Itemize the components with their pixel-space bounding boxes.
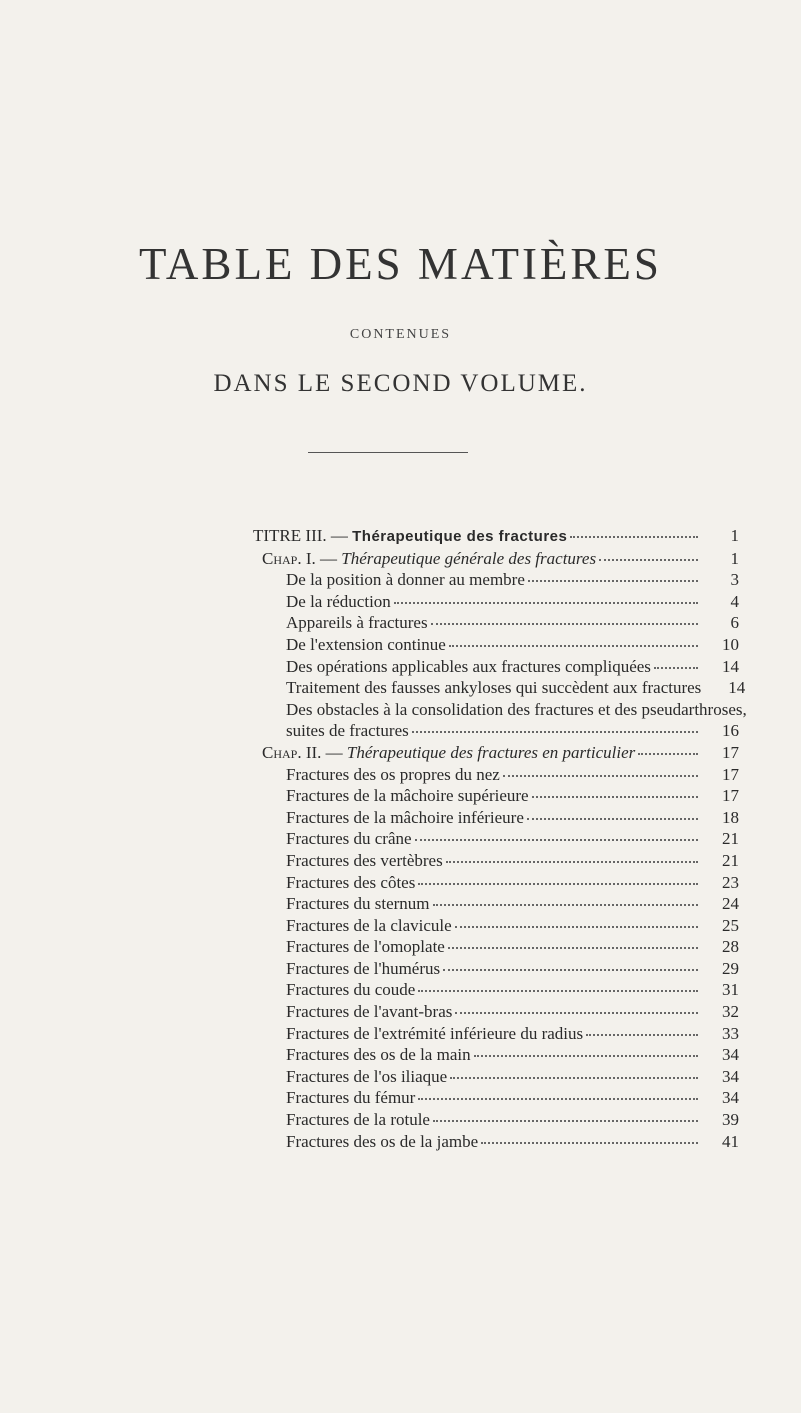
- toc-entry-label: De l'extension continue: [286, 634, 446, 654]
- leader-dots: [433, 904, 698, 906]
- toc-entry-label: Fractures du fémur: [286, 1088, 416, 1108]
- toc-entry: [0, 1066, 801, 1088]
- toc-entry: [0, 612, 801, 634]
- toc-entry: [0, 915, 801, 937]
- toc-entry: [0, 828, 801, 850]
- toc-page-number: 34: [722, 1088, 739, 1108]
- toc-page-number: 17: [722, 786, 739, 806]
- leader-dots: [503, 775, 698, 777]
- toc-page-number: 1: [730, 548, 739, 568]
- toc-entry: [0, 958, 801, 980]
- toc-entry: [0, 569, 801, 591]
- toc-entry-label: Fractures du coude: [286, 980, 416, 1000]
- toc-entry: [0, 872, 801, 894]
- toc-entry-label: Traitement des fausses ankyloses qui succèdent aux fractures: [286, 678, 702, 698]
- leader-dots: [570, 536, 698, 538]
- toc-entry-label: Fractures des os de la main: [286, 1045, 471, 1065]
- leader-dots: [638, 753, 698, 755]
- leader-dots: [474, 1055, 698, 1057]
- toc-entry: [0, 634, 801, 656]
- toc-page-number: 41: [722, 1131, 739, 1151]
- toc-entry-label: Fractures des côtes: [286, 872, 416, 892]
- page-title: TABLE DES MATIÈRES: [139, 239, 662, 289]
- toc-page-number: 10: [722, 634, 739, 654]
- leader-dots: [418, 883, 698, 885]
- toc-entry: [0, 785, 801, 807]
- subtitle-contenues: CONTENUES: [349, 327, 452, 342]
- toc-page-number: 39: [722, 1110, 739, 1130]
- toc-entry: [0, 656, 801, 678]
- toc-page-number: 23: [722, 872, 739, 892]
- toc-titre-label: Thérapeutique des fractures: [352, 528, 568, 545]
- toc-entry-label: Fractures des os propres du nez: [286, 764, 500, 784]
- toc-page-number: 32: [722, 1002, 739, 1022]
- leader-dots: [433, 1120, 698, 1122]
- toc-entry-label-line1: Des obstacles à la consolidation des fractures et des pseudarthroses,: [286, 699, 747, 719]
- toc-page-number: 28: [722, 937, 739, 957]
- toc-entry: [0, 677, 801, 699]
- toc-entry-label: Fractures de la mâchoire inférieure: [286, 807, 524, 827]
- leader-dots: [481, 1142, 698, 1144]
- toc-entry-chap2: [0, 742, 801, 764]
- toc-entry-label: Fractures de la clavicule: [286, 915, 452, 935]
- toc-entry-label: Fractures de l'os iliaque: [286, 1066, 448, 1086]
- leader-dots: [431, 623, 698, 625]
- leader-dots: [450, 1077, 698, 1079]
- toc-page-number: 21: [722, 829, 739, 849]
- toc-entry-titre: [0, 525, 801, 548]
- toc-entry: [0, 936, 801, 958]
- toc-entry: [0, 893, 801, 915]
- toc-entry-label: Fractures de l'humérus: [286, 958, 441, 978]
- leader-dots: [599, 559, 698, 561]
- toc-entry-label: Fractures du sternum: [286, 894, 430, 914]
- leader-dots: [412, 731, 698, 733]
- leader-dots: [443, 969, 698, 971]
- toc-page-number: 31: [722, 980, 739, 1000]
- leader-dots: [455, 1012, 698, 1014]
- table-of-contents: [0, 525, 801, 1152]
- toc-entry: [0, 1044, 801, 1066]
- toc-entry: [0, 591, 801, 613]
- toc-page-number: 16: [722, 721, 739, 741]
- toc-entry: [0, 764, 801, 786]
- toc-entry-label: Fractures de l'omoplate: [286, 937, 445, 957]
- toc-page-number: 34: [722, 1045, 739, 1065]
- toc-entry-obstacles: [0, 699, 801, 742]
- toc-entry: [0, 1023, 801, 1045]
- toc-page-number: 18: [722, 807, 739, 827]
- toc-entry: [0, 1087, 801, 1109]
- toc-entry-label: De la position à donner au membre: [286, 570, 525, 590]
- toc-entry-label: Fractures de l'extrémité inférieure du radius: [286, 1023, 584, 1043]
- toc-entry-label: Fractures de l'avant-bras: [286, 1002, 453, 1022]
- toc-titre-prefix: TITRE III. —: [253, 526, 353, 545]
- toc-page-number: 14: [728, 678, 746, 698]
- toc-entry: [0, 1109, 801, 1131]
- toc-chap1-label: Thérapeutique générale des fractures: [341, 548, 597, 568]
- leader-dots: [528, 580, 698, 582]
- toc-entry: [0, 1001, 801, 1023]
- toc-page-number: 14: [722, 656, 739, 676]
- leader-dots: [527, 818, 698, 820]
- leader-dots: [394, 602, 698, 604]
- leader-dots: [449, 645, 698, 647]
- toc-page-number: 1: [730, 526, 739, 545]
- subtitle-second-volume: DANS LE SECOND VOLUME.: [213, 370, 588, 397]
- toc-page-number: 4: [730, 591, 739, 611]
- toc-page-number: 6: [730, 613, 739, 633]
- toc-entry: [0, 807, 801, 829]
- leader-dots: [532, 796, 698, 798]
- toc-entry: [0, 850, 801, 872]
- toc-chap2-label: Thérapeutique des fractures en particulier: [346, 742, 636, 762]
- toc-entry-label: Fractures de la rotule: [286, 1110, 430, 1130]
- toc-chap1-prefix: Chap. I. —: [262, 548, 342, 568]
- toc-page-number: 33: [722, 1023, 739, 1043]
- toc-page-number: 17: [722, 742, 739, 762]
- divider-rule: [308, 452, 468, 453]
- leader-dots: [418, 1098, 698, 1100]
- toc-entry-label: Fractures du crâne: [286, 829, 412, 849]
- leader-dots: [654, 667, 698, 669]
- toc-entry: [0, 979, 801, 1001]
- toc-entry-label-line2: suites de fractures: [286, 721, 409, 741]
- toc-entry: [0, 1131, 801, 1153]
- leader-dots: [448, 947, 698, 949]
- toc-entry-label: Fractures des vertèbres: [286, 850, 443, 870]
- toc-page-number: 29: [722, 958, 739, 978]
- toc-entry-label: Appareils à fractures: [286, 613, 428, 633]
- leader-dots: [415, 839, 698, 841]
- toc-page-number: 24: [722, 894, 739, 914]
- leader-dots: [586, 1034, 698, 1036]
- toc-entry-chap1: [0, 548, 801, 570]
- toc-entry-label: Fractures des os de la jambe: [286, 1131, 479, 1151]
- toc-page-number: 25: [722, 915, 739, 935]
- toc-chap2-prefix: Chap. II. —: [262, 742, 347, 762]
- leader-dots: [455, 926, 698, 928]
- toc-page-number: 17: [722, 764, 739, 784]
- toc-page-number: 21: [722, 850, 739, 870]
- toc-entry-label: Des opérations applicables aux fractures compliquées: [286, 656, 651, 676]
- leader-dots: [446, 861, 698, 863]
- toc-page-number: 34: [722, 1066, 739, 1086]
- toc-entry-label: De la réduction: [286, 591, 391, 611]
- leader-dots: [418, 990, 698, 992]
- toc-entry-label: Fractures de la mâchoire supérieure: [286, 786, 529, 806]
- toc-page-number: 3: [730, 570, 739, 590]
